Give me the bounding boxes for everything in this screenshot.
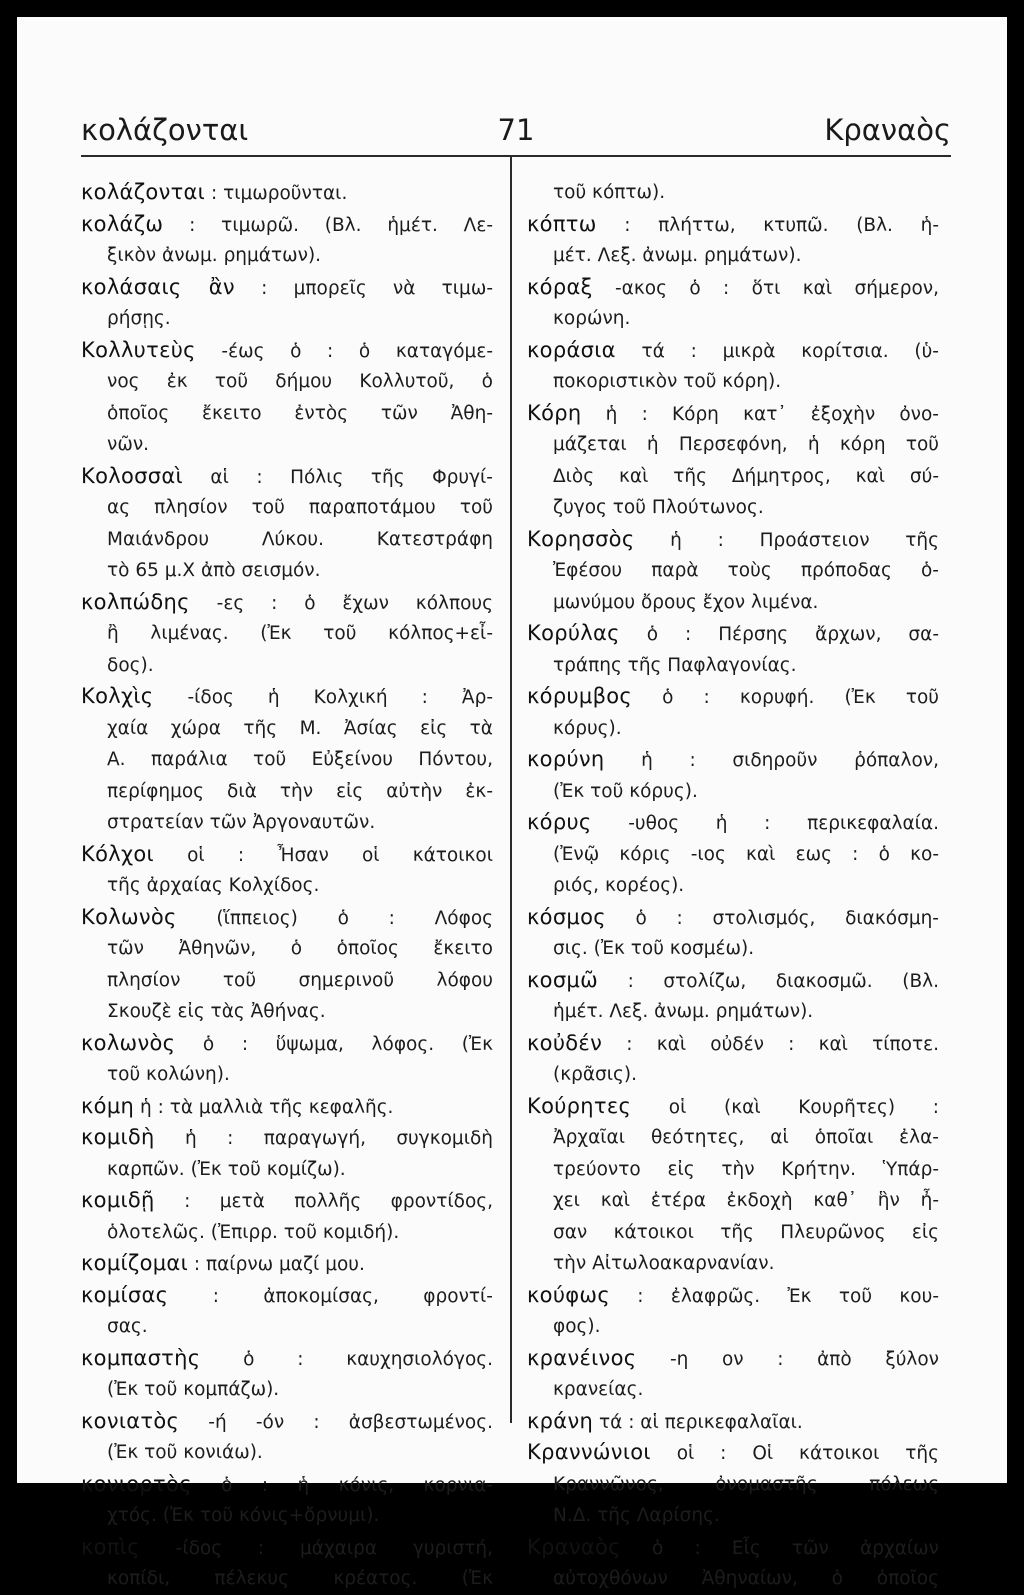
definition-text: σις. (Ἐκ τοῦ κοσμέω). [553,938,755,959]
definition-text: ἡ : σιδηροῦν ῥόπαλον, [604,750,939,771]
headword: κράνη [527,1408,594,1433]
continuation-line [527,1374,939,1406]
definition-text: : μετὰ πολλῆς φροντίδος, [154,1191,493,1212]
continuation-line [527,240,939,272]
entry-line [527,902,939,934]
continuation-line [81,807,493,839]
continuation-line [81,870,493,902]
entry-line [527,398,939,430]
header-right-guide-word: Κραναὸς [824,113,951,147]
entry-line [81,1532,493,1564]
entry-line [81,1280,493,1312]
continuation-line [527,177,939,209]
continuation-line [527,303,939,335]
definition-text: Κραννῶνος, ὀνομαστῆς πόλεως [553,1473,939,1495]
definition-text: κόρυς). [553,717,622,739]
headword: κομπαστὴς [81,1345,201,1370]
definition-text: ἡ : Κόρη κατ᾽ ἐξοχὴν ὀνο- [581,403,939,425]
definition-text: : ἐλαφρῶς. Ἐκ τοῦ κου- [609,1285,939,1307]
definition-text: τὸ 65 μ.Χ ἀπὸ σεισμόν. [107,560,321,581]
headword: Κόρη [527,400,582,425]
page-number: 71 [497,113,535,147]
continuation-line [81,744,493,776]
entry-line [527,524,939,556]
continuation-line [81,933,493,965]
continuation-line [81,1059,493,1091]
definition-text: : πλήττω, κτυπῶ. (Βλ. ἡ- [596,214,939,236]
definition-text: ὁ : Πέρσης ἄρχων, σα- [619,624,939,645]
headword: κόρυμβος [527,684,633,708]
continuation-line [527,870,939,902]
headword: κολπώδης [81,589,190,614]
headword: κομιδῇ [81,1188,155,1212]
headword: κόσμος [527,904,606,929]
dictionary-page [17,17,1007,1589]
continuation-line [527,555,939,587]
definition-text: Ν.Δ. τῆς Λαρίσης. [553,1505,720,1526]
headword: Κολλυτεὺς [81,337,196,362]
definition-text: τρεύοντο εἰς τὴν Κρήτην. Ὑπάρ- [553,1158,939,1180]
entry-line [81,209,493,241]
definition-text: Ἐφέσου παρὰ τοὺς πρόποδας ὁ- [553,560,939,581]
entry-line [527,807,939,839]
continuation-line [527,429,939,461]
headword: Κολχὶς [81,684,154,708]
entry-line [81,587,493,619]
definition-text: : τιμωροῦνται. [205,183,348,204]
entry-line [81,839,493,871]
definition-text: οἱ : Ἦσαν οἱ κάτοικοι [153,844,493,866]
definition-text: αὐτοχθόνων Ἀθηναίων, ὁ ὁποῖος [553,1568,939,1589]
definition-text: νῶν. [107,434,150,455]
right-column [527,177,939,1595]
headword: κόραξ [527,274,593,299]
entry-line [81,1122,493,1154]
definition-text: ἡ : παραγωγή, συγκομιδὴ [154,1128,493,1149]
header-left-guide-word: κολάζονται [81,113,249,147]
continuation-line [81,1311,493,1343]
definition-text: χει καὶ ἑτέρα ἐκδοχὴ καθ᾽ ἣν ἦ- [553,1190,939,1211]
headword: κόπτω [527,211,597,236]
definition-text: οἱ (καὶ Κουρῆτες) : [631,1096,939,1118]
headword: Κραννώνιοι [527,1440,651,1464]
definition-text: -υθος ἡ : περικεφαλαία. [591,813,939,834]
continuation-line [527,1217,939,1249]
entry-line [81,272,493,304]
definition-text: -ίδος : μάχαιρα γυριστή, [139,1537,493,1559]
definition-text: Μαιάνδρου Λύκου. Κατεστράφη [107,528,493,550]
continuation-line [81,1437,493,1469]
headword: κούφως [527,1282,610,1307]
continuation-line [81,1500,493,1532]
continuation-line [527,1185,939,1217]
definition-text: μάζεται ἡ Περσεφόνη, ἡ κόρη τοῦ [553,434,939,455]
entry-line [81,1469,493,1501]
continuation-line [527,587,939,619]
definition-text: αἱ : Πόλις τῆς Φρυγί- [182,466,493,488]
headword: Κόλχοι [81,841,154,866]
definition-text: (κρᾶσις). [553,1064,637,1085]
headword: κοὐδέν [527,1030,603,1055]
headword: Κορύλας [527,621,620,645]
definition-text: κορώνη. [553,308,631,329]
definition-text: ἢ λιμένας. (Ἐκ τοῦ κόλπος+εἶ- [107,623,493,644]
definition-text: : στολίζω, διακοσμῶ. (Βλ. [597,970,939,992]
entry-line [81,681,493,713]
continuation-line [527,713,939,745]
headword: Κολωνὸς [81,904,177,929]
entry-line [527,272,939,304]
continuation-line [81,776,493,808]
definition-text: μωνύμου ὄρους ἔχον λιμένα. [553,591,819,613]
definition-text: : μπορεῖς νὰ τιμω- [234,277,493,299]
continuation-line [527,1154,939,1186]
definition-text: τῆς ἀρχαίας Κολχίδος. [107,875,320,896]
definition-text: ἡμέτ. Λεξ. ἀνωμ. ρημάτων). [553,1001,814,1022]
definition-text: τά : μικρὰ κορίτσια. (ὑ- [615,340,939,362]
continuation-line [81,713,493,745]
entry-line [527,1280,939,1312]
definition-text: ξικὸν ἀνωμ. ρημάτων). [107,245,322,266]
headword: κομιδὴ [81,1125,155,1149]
entry-line [81,1185,493,1217]
page-header [81,103,951,157]
entry-line [527,1437,939,1469]
continuation-line [81,398,493,430]
definition-text: : καὶ οὐδέν : καὶ τίποτε. [602,1033,939,1055]
continuation-line [527,1469,939,1501]
definition-text: Διὸς καὶ τῆς Δήμητρος, καὶ σύ- [553,465,939,487]
entry-line [81,1406,493,1438]
definition-text: δος). [107,654,154,676]
entry-line [527,744,939,776]
definition-text: τοῦ κολώνη). [107,1064,230,1085]
continuation-line [81,429,493,461]
definition-text: -ή -όν : ἀσβεστωμένος. [179,1411,493,1433]
definition-text: μέτ. Λεξ. ἀνωμ. ρημάτων). [553,245,802,266]
continuation-line [81,1217,493,1249]
definition-text: ὁ : κορυφή. (Ἐκ τοῦ [632,687,939,708]
definition-text: -ακος ὁ : ὅτι καὶ σήμερον, [592,277,939,299]
definition-text: κοπίδι, πέλεκυς κρέατος. (Ἐκ [107,1568,493,1589]
continuation-line [81,492,493,524]
continuation-line [527,933,939,965]
continuation-line [527,650,939,682]
headword: κρανέινος [527,1345,637,1370]
continuation-line [81,618,493,650]
definition-text: τὴν Αἰτωλοακαρνανίαν. [553,1253,775,1274]
continuation-line [81,996,493,1028]
headword: κοράσια [527,337,616,362]
headword: κομίζομαι [81,1251,188,1275]
headword: κορύνη [527,747,605,771]
definition-text: (Ἐνῷ κόρις -ιος καὶ εως : ὁ κο- [553,843,939,865]
definition-text: ὁ : καυχησιολόγος. [200,1348,493,1370]
definition-text: χτός. (Ἐκ τοῦ κόνις+ὄρνυμι). [107,1505,380,1526]
definition-text: ρήσῃς. [107,308,171,329]
continuation-line [527,839,939,871]
definition-text: ὁ : Εἷς τῶν ἀρχαίων [620,1537,939,1559]
headword: Κολοσσαὶ [81,463,183,488]
definition-text: -ίδος ἡ Κολχική : Ἀρ- [153,687,493,708]
entry-line [527,1343,939,1375]
entry-line [81,1028,493,1060]
definition-text: ὁλοτελῶς. (Ἐπιρρ. τοῦ κομιδή). [107,1221,400,1243]
definition-text: -η ον : ἀπὸ ξύλον [636,1348,939,1370]
entry-line [81,1248,493,1280]
definition-text: -ες : ὁ ἔχων κόλπους [189,592,493,614]
definition-text: Ἀρχαῖαι θεότητες, αἱ ὁποῖαι ἐλα- [553,1127,939,1148]
definition-text: : παίρνω μαζί μου. [187,1254,365,1275]
definition-text: σαν κάτοικοι τῆς Πλευρῶνος εἰς [553,1221,939,1243]
continuation-line [81,524,493,556]
definition-text: ὁ : ὕψωμα, λόφος. (Ἐκ [175,1033,493,1055]
definition-text: οἱ : Οἱ κάτοικοι τῆς [650,1443,939,1464]
continuation-line [81,555,493,587]
entry-line [81,335,493,367]
continuation-line [81,1154,493,1186]
definition-text: -έως ὁ : ὁ καταγόμε- [195,340,493,362]
definition-text: (Ἐκ τοῦ κόρυς). [553,780,698,802]
header-rule [81,155,951,157]
definition-text: Α. παράλια τοῦ Εὐξείνου Πόντου, [107,749,493,770]
headword: κόμη [81,1093,135,1118]
headword: κομίσας [81,1282,169,1307]
continuation-line [81,303,493,335]
entry-line [527,1091,939,1123]
entry-line [527,618,939,650]
headword: Κούρητες [527,1093,632,1118]
left-column [81,177,493,1595]
continuation-line [527,996,939,1028]
continuation-line [81,366,493,398]
definition-text: ὁ : ἡ κόνις, κορνια- [191,1474,493,1496]
headword: κολωνὸς [81,1030,176,1055]
entry-line [81,1343,493,1375]
headword: κοπὶς [81,1534,140,1559]
continuation-line [527,1248,939,1280]
entry-line [527,209,939,241]
entry-line [527,1028,939,1060]
definition-text: κρανείας. [553,1379,644,1400]
continuation-line [81,1374,493,1406]
entry-line [81,1091,493,1123]
headword: Κραναὸς [527,1534,621,1559]
headword: κολάσαις ἂν [81,274,235,299]
entry-line [527,1532,939,1564]
definition-text: (Ἐκ τοῦ κονιάω). [107,1442,263,1463]
definition-text: φος). [553,1316,601,1337]
definition-text: χαία χώρα τῆς Μ. Ἀσίας εἰς τὰ [107,717,493,739]
entry-line [81,461,493,493]
entry-line [527,335,939,367]
definition-text: ποκοριστικὸν τοῦ κόρη). [553,371,782,392]
continuation-line [81,650,493,682]
continuation-line [527,1563,939,1595]
definition-text: ὁ : στολισμός, διακόσμη- [605,907,939,929]
continuation-line [527,1311,939,1343]
headword: κολάζονται [81,180,206,204]
definition-text: τῶν Ἀθηνῶν, ὁ ὁποῖος ἔκειτο [107,938,493,959]
continuation-line [81,965,493,997]
headword: κονιορτὸς [81,1471,192,1496]
definition-text: στρατείαν τῶν Ἀργοναυτῶν. [107,812,376,833]
definition-text: καρπῶν. (Ἐκ τοῦ κομίζω). [107,1158,346,1180]
definition-text: (Ἐκ τοῦ κομπάζω). [107,1379,280,1400]
continuation-line [81,240,493,272]
definition-text: (ἵππειος) ὁ : Λόφος [176,907,493,929]
headword: κολάζω [81,211,164,236]
definition-text: περίφημος διὰ τὴν εἰς αὐτὴν ἐκ- [107,780,493,802]
definition-text: : τιμωρῶ. (Βλ. ἡμέτ. Λε- [163,214,493,236]
headword: Κορησσὸς [527,526,635,551]
definition-text: τά : αἱ περικεφαλαῖαι. [593,1411,803,1433]
continuation-line [527,461,939,493]
continuation-line [527,776,939,808]
definition-text: τράπης τῆς Παφλαγονίας. [553,654,797,676]
continuation-line [527,492,939,524]
headword: κόρυς [527,810,592,834]
continuation-line [527,1500,939,1532]
entry-line [81,177,493,209]
definition-text: ὁποῖος ἔκειτο ἐντὸς τῶν Ἀθη- [107,402,493,424]
headword: κοσμῶ [527,967,598,992]
definition-text: : ἀποκομίσας, φροντί- [168,1285,493,1307]
definition-text: πλησίον τοῦ σημερινοῦ λόφου [107,969,493,991]
definition-text: ας πλησίον τοῦ παραποτάμου τοῦ [107,497,493,518]
column-divider [510,155,512,1423]
continuation-line [527,1122,939,1154]
headword: κονιατὸς [81,1408,180,1433]
entry-line [81,902,493,934]
continuation-line [527,1059,939,1091]
entry-line [527,1406,939,1438]
definition-text: νος ἐκ τοῦ δήμου Κολλυτοῦ, ὁ [107,371,493,392]
definition-text: Σκουζὲ εἰς τὰς Ἀθήνας. [107,1001,326,1022]
definition-text: τοῦ κόπτω). [553,182,666,203]
entry-line [527,965,939,997]
definition-text: ἡ : τὰ μαλλιὰ τῆς κεφαλῆς. [134,1096,394,1118]
continuation-line [81,1563,493,1595]
definition-text: ἡ : Προάστειον τῆς [634,529,939,551]
definition-text: ζυγος τοῦ Πλούτωνος. [553,497,764,518]
continuation-line [527,366,939,398]
entry-line [527,681,939,713]
definition-text: σας. [107,1316,148,1337]
definition-text: ριός, κορέος). [553,875,685,896]
